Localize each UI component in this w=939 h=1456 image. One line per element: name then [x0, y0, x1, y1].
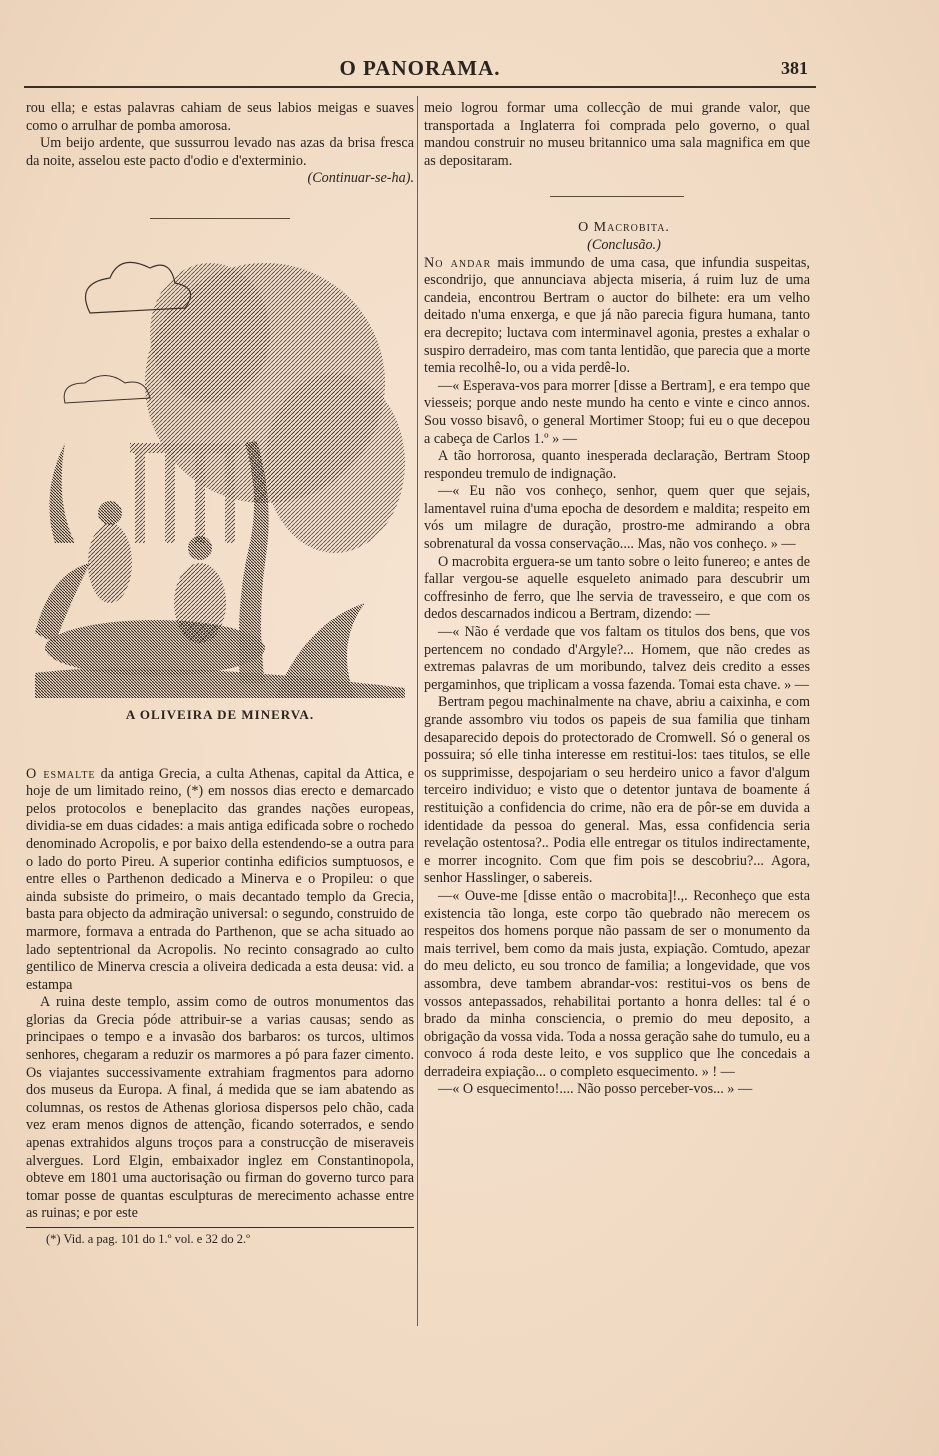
- lead-in: No andar: [424, 254, 492, 271]
- paragraph: Um beijo ardente, que sussurrou levado nas azas da brisa fresca da noite, asselou este pacto d'odio e d'exterminio.: [26, 135, 414, 169]
- paragraph: A ruina deste templo, assim como de outros monumentos das glorias da Grecia póde attribuir-se a varias causas; sendo as principaes o tempo e a invasão dos barbaros: os turcos, ultimos senhores, chegaram a reduzir os marmores a pó para fazer cimento. Os viajantes successivamente extrahiam fragmentos para adorno dos museus da Europa. A final, á medida que se iam abatendo as columnas, os restos de Athenas gloriosa dispersos pelo chão, cada vez eram menos dignos de attenção, ficando soterrados, e sendo apenas extrahidos alguns troços para a construcção de miseraveis alvergues. Lord Elgin, embaixador inglez em Constantinopola, obteve em 1801 uma auctorisação ou firman do governo turco para tomar posse de quantas esculpturas de merecimento achasse entre as ruinas; e por este: [26, 994, 414, 1222]
- paragraph: [424, 255, 810, 378]
- paragraph: —« O esquecimento!.... Não posso perceber-vos... » —: [438, 1081, 753, 1098]
- engraving-illustration: [35, 243, 405, 698]
- article-title: O Macrobita.: [578, 220, 670, 236]
- illustration-caption: A OLIVEIRA DE MINERVA.: [125, 706, 315, 722]
- paragraph: —« Ouve-me [disse então o macrobita]!.,. Reconheço que esta existencia tão longa, este corpo tão quebrado não merecem os respeitos dos homens porque não passam de ser o monumento da mais terrivel, bem como da mais justa, expiação. Comtudo, apezar do meu delicto, eu sou tronco de familia; a longevidade, que vos assombra, deve tambem abrandar-vos: restitui-vos os bens de vossos antepassados, rehabilitai portanto a honra delles: tal é o brado da minha consciencia, o premio do meu deposito, a obrigação da vossa vida. Toda a nossa geração sahe do tumulo, eu a convoco á roda deste leito, e vos supplico que lhe concedais a derradeira expiação... o completo esquecimento. » ! —: [424, 887, 810, 1080]
- olive-tree-engraving: [35, 243, 405, 698]
- paragraph: A tão horrorosa, quanto inesperada declaração, Bertram Stoop respondeu tremulo de indignação.: [424, 448, 810, 482]
- footnote-rule: [26, 1227, 414, 1228]
- paragraph-body: mais immundo de uma casa, que infundia suspeitas, escondrijo, que annunciava abjecta miseria, á ruim luz de uma candeia, encontrou Bertram o auctor do bilhete: era um velho deitado n'uma enxerga, e que já não parecia figura humana, tanto era decrepito; luctava com interminavel agonia, prestes a exhalar o suspiro derradeiro, mas com tanta lentidão, que parecia que a morte temia recolhê-lo, ou a vida perdê-lo.: [424, 254, 810, 377]
- lead-in: O esmalte: [26, 765, 96, 782]
- paragraph: rou ella; e estas palavras cahiam de seus labios meigas e suaves como o arrulhar de pomba amorosa.: [26, 100, 414, 134]
- article-subtitle: (Conclusão.): [587, 236, 661, 253]
- page-header: [24, 52, 816, 88]
- footnote: (*) Vid. a pag. 101 do 1.º vol. e 32 do 2.º: [46, 1232, 250, 1246]
- paragraph: —« Esperava-vos para morrer [disse a Bertram], e era tempo que viesseis; porque ando neste mundo ha cento e vinte e cinco annos. Sou vosso bisavô, o general Mortimer Stoop; fui eu o que decepou a cabeça de Carlos 1.º » —: [424, 377, 810, 447]
- paragraph: [26, 766, 414, 995]
- continued-note: (Continuar-se-ha).: [307, 170, 414, 187]
- paragraph: —« Não é verdade que vos faltam os titulos dos bens, que vos pertencem no condado d'Argyle?... Homem, que não credes as extremas palavras de um moribundo, talvez deis credito a esses pergaminhos, que triplicam a vossa fazenda. Tomai esta chave. » —: [424, 624, 810, 693]
- section-rule: [150, 218, 290, 219]
- page-number: 381: [781, 58, 808, 78]
- right-column: [424, 100, 810, 1099]
- paragraph-body: da antiga Grecia, a culta Athenas, capital da Attica, e hoje de um limitado reino, (*) em nossos dias erecto e demarcado pelos protocolos e beneplacito das grandes nações europeas, dividia-se em duas cidades: a mais antiga edificada sobre o rochedo denominado Acropolis, e por baixo della estendendo-se a outra para o lado do porto Pireu. A superior continha edificios sumptuosos, e entre elles o Parthenon dedicado a Minerva e o Propileu: o que ainda subsiste do primeiro, o mais decantado templo da Grecia, basta para objecto da admiração universal: o segundo, construido de marmore, formava a entrada do Parthenon, que se acha situado ao lado septentrional da Acropolis. No recinto consagrado ao culto gentilico de Minerva crescia a oliveira dedicada a esta deusa: vid. a estampa: [26, 765, 414, 993]
- publication-title: O PANORAMA.: [339, 56, 501, 80]
- paragraph: —« Eu não vos conheço, senhor, quem quer que sejais, lamentavel ruina d'uma epocha de desordem e maldita; respeito em vós um milagre de duração, prostro-me admirando a obra sobrenatural da vossa conservação.... Mas, não vos conheço. » —: [424, 483, 810, 553]
- left-column: [26, 100, 414, 1249]
- section-rule: [550, 196, 684, 197]
- paragraph: Bertram pegou machinalmente na chave, abriu a caixinha, e com grande assombro viu todos os papeis de sua familia que tinham desaparecido depois do protectorado de Cromwell. Só o general os possuira; só elle tinha interesse em restitui-los: taes titulos, se elle os supprimisse, despojariam o seu herdeiro unico a favor d'algum terceiro individuo; e visto que o detentor juntava de boamente á restituição a confidencia do crime, não era de pôr-se em duvida a identidade da pessoa do general. Mas, essa confidencia seria revelação ostentosa?.. Podia elle entregar os titulos indirectamente, e morrer incognito. Com que fim pois se descobriu?... Agora, senhor Hasslinger, o sabereis.: [424, 694, 810, 887]
- column-divider: [417, 96, 418, 1326]
- paragraph: O macrobita erguera-se um tanto sobre o leito funereo; e antes de fallar vergou-se aquelle esqueleto animado para descubrir um coffresinho de ferro, que lhe servia de travesseiro, e que com os dedos descarnados indicou a Bertram, dizendo: —: [424, 553, 810, 623]
- paragraph: meio logrou formar uma collecção de mui grande valor, que transportada a Inglaterra foi comprada pelo governo, o qual mandou construir no museu britannico uma sala magnifica em que as depositaram.: [424, 100, 810, 169]
